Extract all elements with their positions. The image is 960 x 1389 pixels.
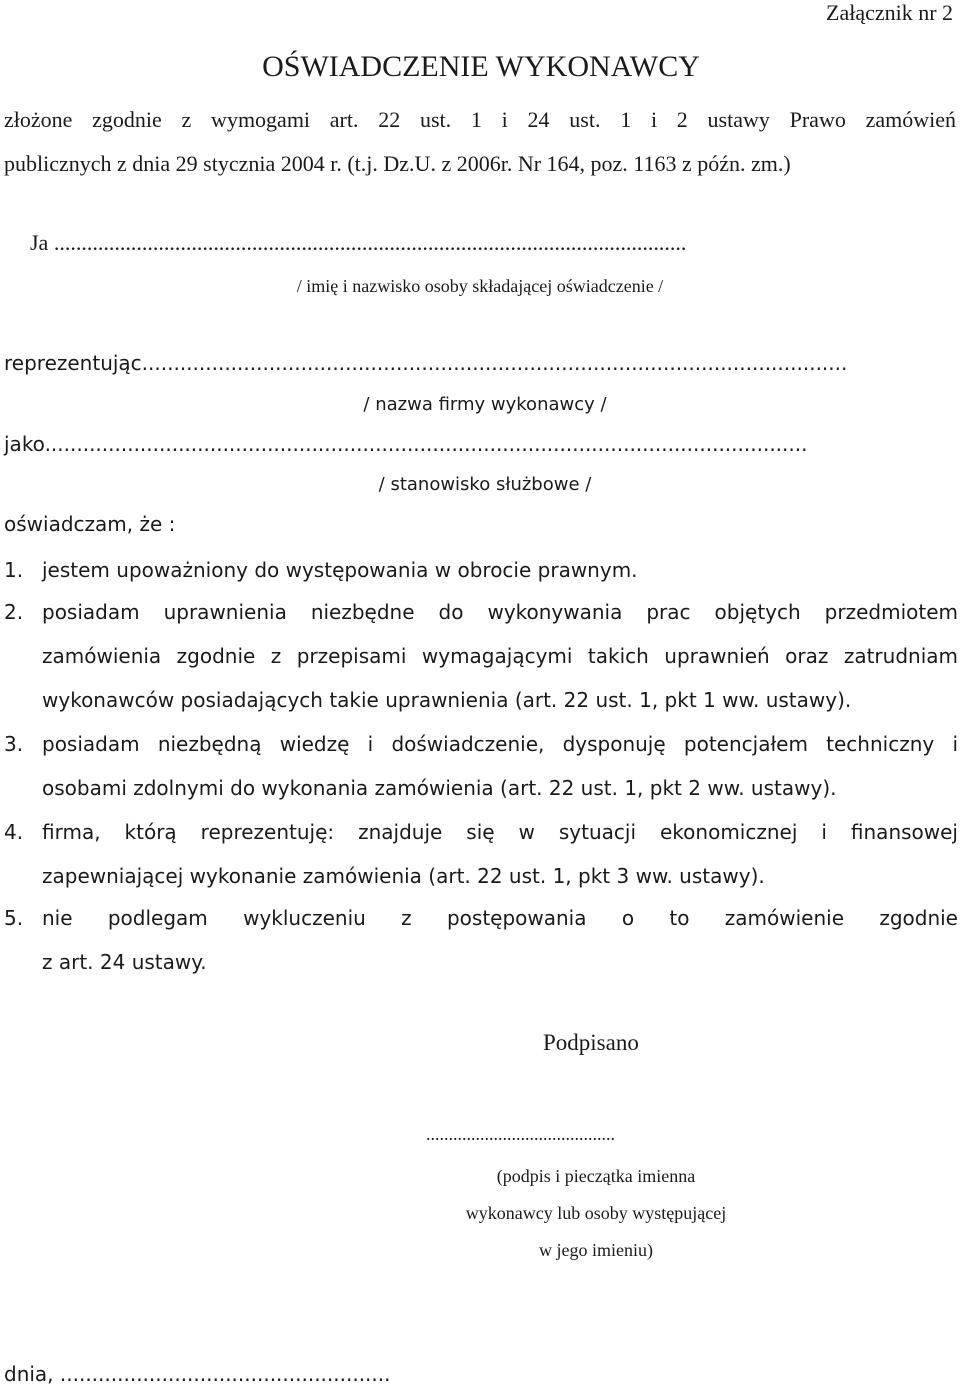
declaration-item-4 — [4, 810, 958, 898]
item-text-line: jestem upoważniony do występowania w obrocie prawnym. — [42, 558, 638, 582]
legal-basis-line-1: złożone zgodnie z wymogami art. 22 ust. 1 i 24 ust. 1 i 2 ustawy Prawo zamówień — [4, 107, 956, 132]
field-company-caption: / nazwa firmy wykonawcy / — [363, 394, 607, 415]
field-position-caption: / stanowisko służbowe / — [378, 474, 592, 495]
item-text-line: zapewniającej wykonanie zamówienia (art. 22 ust. 1, pkt 3 ww. ustawy). — [42, 864, 765, 888]
signature-caption-line: wykonawcy lub osoby występującej — [465, 1203, 727, 1223]
declaration-item-2 — [4, 590, 958, 722]
legal-basis-line-2: publicznych z dnia 29 stycznia 2004 r. (t.j. Dz.U. z 2006r. Nr 164, poz. 1163 z późn. zm.) — [4, 151, 791, 176]
date-line: dnia, .................................................... — [4, 1362, 391, 1386]
item-number: 4. — [4, 820, 24, 844]
item-number: 3. — [4, 732, 24, 756]
item-text-line: wykonawców posiadających takie uprawnienia (art. 22 ust. 1, pkt 1 ww. ustawy). — [42, 688, 852, 712]
signature-caption-line: (podpis i pieczątka imienna — [496, 1166, 696, 1186]
field-name-line: Ja ................................................................................................................... — [30, 230, 687, 255]
declaration-item-3 — [4, 722, 958, 810]
signature-caption — [426, 1158, 766, 1269]
signature-line: .......................................... — [426, 1124, 615, 1144]
signed-label: Podpisano — [543, 1030, 639, 1055]
field-company-line: reprezentując............................................................................................................... — [4, 351, 848, 375]
declaration-item-5 — [4, 896, 958, 984]
field-name-caption: / imię i nazwisko osoby składającej oświadczenie / — [296, 276, 664, 296]
document-title: OŚWIADCZENIE WYKONAWCY — [262, 50, 700, 83]
declaration-item-1 — [4, 548, 958, 592]
item-text-line: z art. 24 ustawy. — [42, 950, 207, 974]
field-position-line: jako........................................................................................................................ — [4, 432, 808, 456]
item-text-line: zamówienia zgodnie z przepisami wymagającymi takich uprawnień oraz zatrudniam — [42, 644, 958, 668]
item-text-line: posiadam niezbędną wiedzę i doświadczenie, dysponuję potencjałem techniczny i — [42, 732, 958, 756]
annex-number: Załącznik nr 2 — [826, 0, 954, 25]
item-number: 5. — [4, 906, 24, 930]
item-text-line: firma, którą reprezentuję: znajduje się w sytuacji ekonomicznej i finansowej — [42, 820, 958, 844]
item-number: 1. — [4, 558, 24, 582]
legal-basis — [4, 98, 956, 186]
item-number: 2. — [4, 600, 24, 624]
item-text-line: osobami zdolnymi do wykonania zamówienia (art. 22 ust. 1, pkt 2 ww. ustawy). — [42, 776, 837, 800]
signature-caption-line: w jego imieniu) — [539, 1240, 653, 1260]
item-text-line: nie podlegam wykluczeniu z postępowania o to zamówienie zgodnie — [42, 906, 958, 930]
item-text-line: posiadam uprawnienia niezbędne do wykonywania prac objętych przedmiotem — [42, 600, 958, 624]
declaration-intro: oświadczam, że : — [4, 512, 176, 536]
